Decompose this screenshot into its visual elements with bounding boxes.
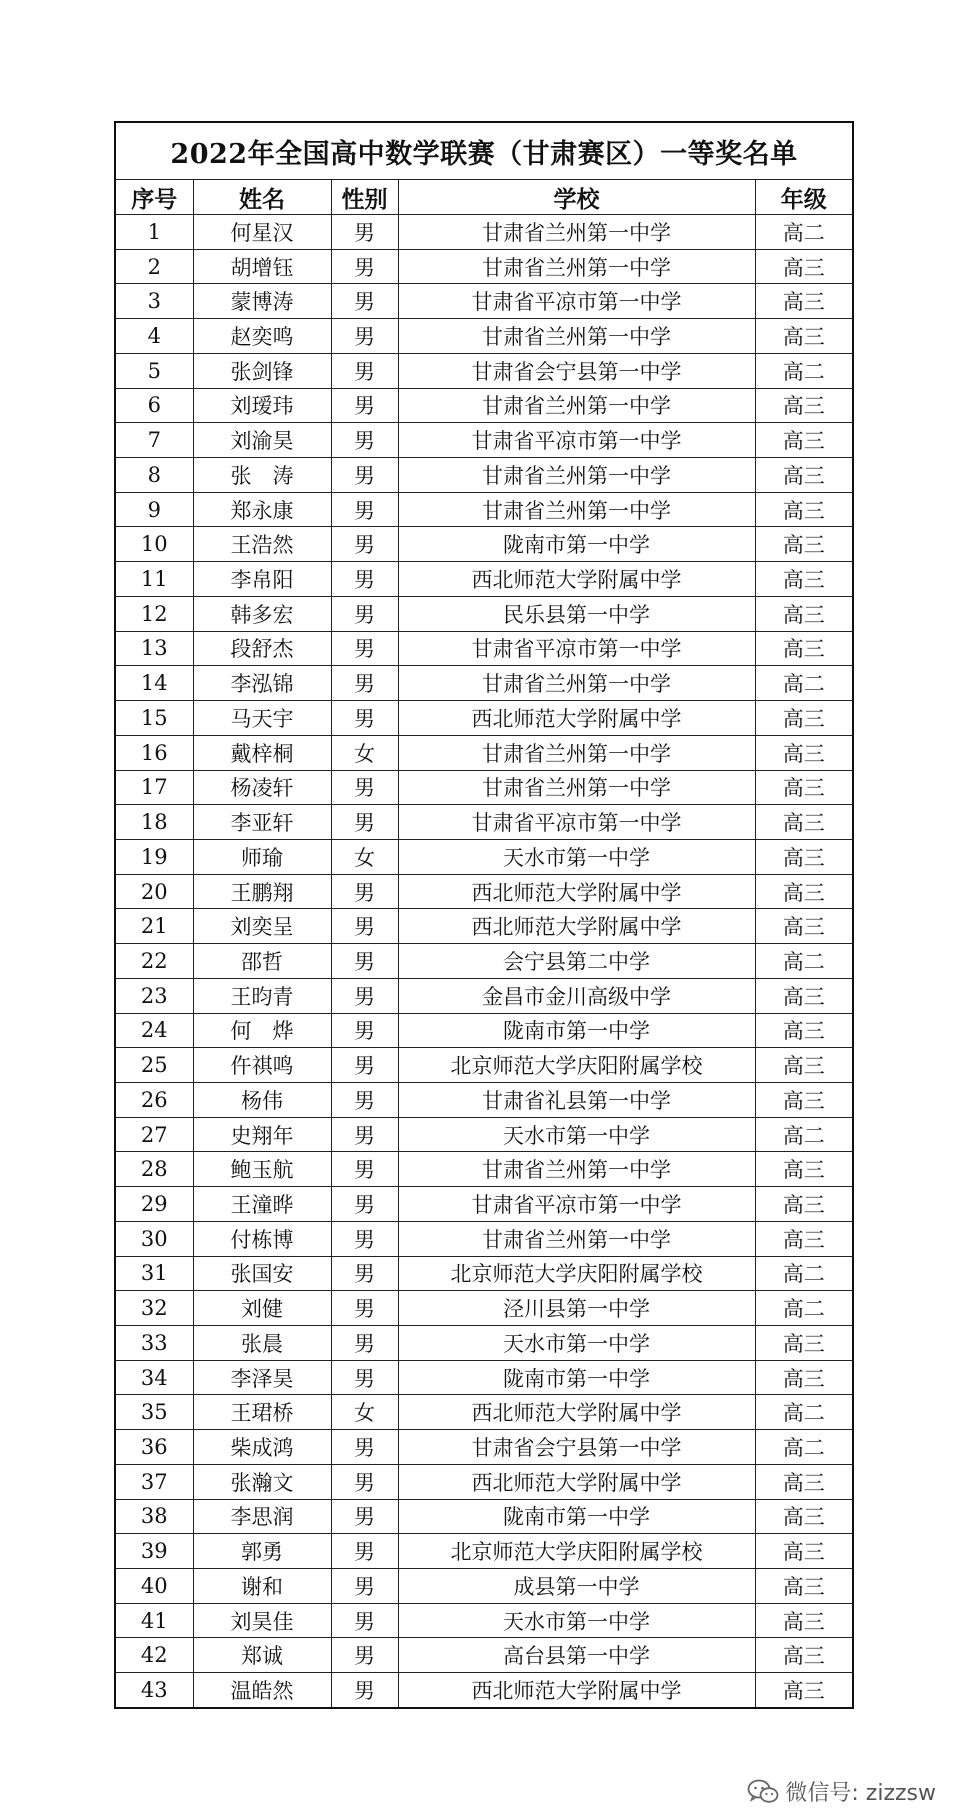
cell-index: 24: [115, 1013, 193, 1048]
cell-grade: 高三: [755, 909, 853, 944]
table-row: [115, 284, 853, 319]
cell-gender: 男: [331, 1464, 398, 1499]
cell-school: 西北师范大学附属中学: [398, 1673, 755, 1708]
cell-gender: 男: [331, 631, 398, 666]
cell-name: 刘奕呈: [193, 909, 331, 944]
cell-school: 会宁县第二中学: [398, 944, 755, 979]
table-row: [115, 1360, 853, 1395]
table-row: [115, 874, 853, 909]
cell-name: 王鹏翔: [193, 874, 331, 909]
table-row: [115, 1152, 853, 1187]
cell-school: 甘肃省兰州第一中学: [398, 1221, 755, 1256]
cell-school: 天水市第一中学: [398, 839, 755, 874]
cell-index: 21: [115, 909, 193, 944]
cell-index: 34: [115, 1360, 193, 1395]
cell-index: 20: [115, 874, 193, 909]
cell-school: 甘肃省兰州第一中学: [398, 492, 755, 527]
cell-school: 西北师范大学附属中学: [398, 701, 755, 736]
title-row: [115, 122, 853, 180]
table-row: [115, 1395, 853, 1430]
cell-index: 30: [115, 1221, 193, 1256]
cell-grade: 高二: [755, 215, 853, 250]
cell-gender: 男: [331, 1048, 398, 1083]
table-row: [115, 596, 853, 631]
cell-school: 甘肃省兰州第一中学: [398, 770, 755, 805]
cell-name: 张国安: [193, 1256, 331, 1291]
watermark: [747, 1776, 936, 1807]
cell-name: 谢和: [193, 1569, 331, 1604]
table-row: [115, 1221, 853, 1256]
cell-gender: 女: [331, 735, 398, 770]
cell-gender: 男: [331, 492, 398, 527]
cell-name: 郑诚: [193, 1638, 331, 1673]
cell-grade: 高三: [755, 701, 853, 736]
table-row: [115, 1048, 853, 1083]
cell-name: 张晨: [193, 1326, 331, 1361]
cell-name: 李泓锦: [193, 666, 331, 701]
cell-name: 李帛阳: [193, 562, 331, 597]
cell-name: 杨伟: [193, 1082, 331, 1117]
table-row: [115, 1430, 853, 1465]
cell-index: 9: [115, 492, 193, 527]
cell-index: 35: [115, 1395, 193, 1430]
cell-school: 甘肃省兰州第一中学: [398, 666, 755, 701]
cell-index: 38: [115, 1499, 193, 1534]
cell-grade: 高三: [755, 805, 853, 840]
cell-name: 张剑锋: [193, 353, 331, 388]
wechat-icon: [747, 1779, 779, 1805]
cell-gender: 男: [331, 1221, 398, 1256]
cell-gender: 男: [331, 1291, 398, 1326]
cell-grade: 高二: [755, 1291, 853, 1326]
cell-school: 甘肃省兰州第一中学: [398, 735, 755, 770]
cell-name: 师瑜: [193, 839, 331, 874]
cell-index: 6: [115, 388, 193, 423]
header-index: 序号: [115, 180, 193, 215]
cell-gender: 男: [331, 215, 398, 250]
cell-school: 甘肃省礼县第一中学: [398, 1082, 755, 1117]
table-row: [115, 735, 853, 770]
cell-school: 天水市第一中学: [398, 1326, 755, 1361]
cell-index: 3: [115, 284, 193, 319]
cell-gender: 男: [331, 249, 398, 284]
cell-grade: 高三: [755, 631, 853, 666]
cell-grade: 高三: [755, 527, 853, 562]
cell-index: 7: [115, 423, 193, 458]
cell-grade: 高三: [755, 1569, 853, 1604]
cell-name: 何 烨: [193, 1013, 331, 1048]
cell-school: 陇南市第一中学: [398, 527, 755, 562]
table-row: [115, 944, 853, 979]
cell-gender: 男: [331, 423, 398, 458]
cell-school: 西北师范大学附属中学: [398, 909, 755, 944]
cell-grade: 高三: [755, 1013, 853, 1048]
cell-grade: 高二: [755, 353, 853, 388]
cell-gender: 男: [331, 1117, 398, 1152]
cell-name: 王珺桥: [193, 1395, 331, 1430]
cell-index: 5: [115, 353, 193, 388]
cell-name: 王潼晔: [193, 1187, 331, 1222]
cell-name: 付栋博: [193, 1221, 331, 1256]
cell-school: 北京师范大学庆阳附属学校: [398, 1048, 755, 1083]
cell-index: 10: [115, 527, 193, 562]
cell-grade: 高三: [755, 1221, 853, 1256]
table-row: [115, 458, 853, 493]
table-row: [115, 1187, 853, 1222]
cell-name: 鲍玉航: [193, 1152, 331, 1187]
cell-index: 14: [115, 666, 193, 701]
cell-school: 成县第一中学: [398, 1569, 755, 1604]
cell-grade: 高三: [755, 735, 853, 770]
table-row: [115, 701, 853, 736]
cell-school: 甘肃省兰州第一中学: [398, 1152, 755, 1187]
table-row: [115, 388, 853, 423]
cell-name: 张 涛: [193, 458, 331, 493]
cell-school: 甘肃省兰州第一中学: [398, 249, 755, 284]
cell-name: 张瀚文: [193, 1464, 331, 1499]
cell-index: 8: [115, 458, 193, 493]
cell-index: 22: [115, 944, 193, 979]
table-row: [115, 770, 853, 805]
cell-school: 陇南市第一中学: [398, 1360, 755, 1395]
cell-gender: 男: [331, 770, 398, 805]
cell-grade: 高三: [755, 1499, 853, 1534]
cell-index: 29: [115, 1187, 193, 1222]
cell-gender: 男: [331, 666, 398, 701]
table-row: [115, 423, 853, 458]
cell-grade: 高三: [755, 1360, 853, 1395]
cell-school: 陇南市第一中学: [398, 1013, 755, 1048]
table-row: [115, 527, 853, 562]
cell-index: 11: [115, 562, 193, 597]
cell-name: 邵哲: [193, 944, 331, 979]
cell-gender: 男: [331, 1013, 398, 1048]
cell-gender: 男: [331, 458, 398, 493]
table-row: [115, 839, 853, 874]
cell-grade: 高三: [755, 1187, 853, 1222]
cell-grade: 高二: [755, 1395, 853, 1430]
table-row: [115, 1117, 853, 1152]
cell-grade: 高三: [755, 388, 853, 423]
cell-gender: 男: [331, 1673, 398, 1708]
cell-grade: 高二: [755, 666, 853, 701]
cell-grade: 高三: [755, 596, 853, 631]
cell-index: 33: [115, 1326, 193, 1361]
cell-name: 胡增钰: [193, 249, 331, 284]
cell-grade: 高三: [755, 1152, 853, 1187]
watermark-text: 微信号: zizzsw: [785, 1781, 936, 1806]
cell-gender: 男: [331, 353, 398, 388]
cell-index: 2: [115, 249, 193, 284]
cell-grade: 高三: [755, 839, 853, 874]
cell-gender: 男: [331, 1603, 398, 1638]
cell-name: 郑永康: [193, 492, 331, 527]
cell-school: 甘肃省平凉市第一中学: [398, 1187, 755, 1222]
cell-grade: 高三: [755, 492, 853, 527]
cell-gender: 男: [331, 1499, 398, 1534]
cell-name: 郭勇: [193, 1534, 331, 1569]
table-row: [115, 631, 853, 666]
cell-grade: 高三: [755, 874, 853, 909]
cell-grade: 高二: [755, 1430, 853, 1465]
cell-grade: 高三: [755, 249, 853, 284]
table-row: [115, 1603, 853, 1638]
cell-school: 泾川县第一中学: [398, 1291, 755, 1326]
cell-gender: 男: [331, 1430, 398, 1465]
cell-grade: 高三: [755, 1534, 853, 1569]
cell-grade: 高三: [755, 1603, 853, 1638]
cell-grade: 高二: [755, 1117, 853, 1152]
cell-grade: 高三: [755, 1082, 853, 1117]
table-row: [115, 1326, 853, 1361]
cell-name: 温皓然: [193, 1673, 331, 1708]
cell-school: 甘肃省兰州第一中学: [398, 215, 755, 250]
cell-index: 27: [115, 1117, 193, 1152]
cell-index: 23: [115, 978, 193, 1013]
cell-index: 39: [115, 1534, 193, 1569]
cell-grade: 高三: [755, 1673, 853, 1708]
cell-grade: 高三: [755, 562, 853, 597]
cell-school: 民乐县第一中学: [398, 596, 755, 631]
header-name: 姓名: [193, 180, 331, 215]
cell-name: 刘瑷玮: [193, 388, 331, 423]
cell-school: 甘肃省平凉市第一中学: [398, 805, 755, 840]
cell-gender: 男: [331, 562, 398, 597]
header-grade: 年级: [755, 180, 853, 215]
cell-gender: 男: [331, 1569, 398, 1604]
table-row: [115, 1673, 853, 1708]
cell-school: 高台县第一中学: [398, 1638, 755, 1673]
cell-name: 何星汉: [193, 215, 331, 250]
cell-gender: 男: [331, 874, 398, 909]
cell-gender: 男: [331, 944, 398, 979]
cell-gender: 男: [331, 1082, 398, 1117]
cell-gender: 女: [331, 1395, 398, 1430]
cell-gender: 男: [331, 319, 398, 354]
cell-name: 段舒杰: [193, 631, 331, 666]
cell-school: 北京师范大学庆阳附属学校: [398, 1534, 755, 1569]
cell-index: 28: [115, 1152, 193, 1187]
cell-index: 42: [115, 1638, 193, 1673]
cell-school: 陇南市第一中学: [398, 1499, 755, 1534]
cell-gender: 男: [331, 1187, 398, 1222]
cell-school: 天水市第一中学: [398, 1603, 755, 1638]
table-row: [115, 562, 853, 597]
table-row: [115, 909, 853, 944]
cell-index: 17: [115, 770, 193, 805]
cell-index: 36: [115, 1430, 193, 1465]
table-row: [115, 1499, 853, 1534]
cell-index: 41: [115, 1603, 193, 1638]
cell-grade: 高三: [755, 978, 853, 1013]
cell-gender: 男: [331, 596, 398, 631]
cell-name: 柴成鸿: [193, 1430, 331, 1465]
cell-index: 15: [115, 701, 193, 736]
cell-grade: 高三: [755, 1464, 853, 1499]
cell-index: 31: [115, 1256, 193, 1291]
cell-gender: 男: [331, 978, 398, 1013]
cell-name: 刘渝昊: [193, 423, 331, 458]
header-gender: 性别: [331, 180, 398, 215]
cell-index: 40: [115, 1569, 193, 1604]
table-row: [115, 249, 853, 284]
cell-school: 甘肃省会宁县第一中学: [398, 353, 755, 388]
cell-index: 25: [115, 1048, 193, 1083]
cell-name: 王昀青: [193, 978, 331, 1013]
cell-index: 4: [115, 319, 193, 354]
table-row: [115, 1291, 853, 1326]
cell-name: 蒙博涛: [193, 284, 331, 319]
cell-gender: 男: [331, 1256, 398, 1291]
table-row: [115, 319, 853, 354]
cell-gender: 男: [331, 1360, 398, 1395]
cell-gender: 男: [331, 527, 398, 562]
cell-gender: 男: [331, 1326, 398, 1361]
cell-name: 李泽昊: [193, 1360, 331, 1395]
cell-grade: 高三: [755, 284, 853, 319]
cell-index: 18: [115, 805, 193, 840]
cell-school: 甘肃省兰州第一中学: [398, 319, 755, 354]
cell-gender: 男: [331, 284, 398, 319]
cell-school: 西北师范大学附属中学: [398, 874, 755, 909]
cell-gender: 男: [331, 1638, 398, 1673]
cell-name: 韩多宏: [193, 596, 331, 631]
cell-grade: 高二: [755, 1256, 853, 1291]
cell-name: 赵奕鸣: [193, 319, 331, 354]
cell-school: 甘肃省平凉市第一中学: [398, 631, 755, 666]
cell-index: 13: [115, 631, 193, 666]
table-row: [115, 215, 853, 250]
cell-grade: 高三: [755, 458, 853, 493]
cell-grade: 高三: [755, 1048, 853, 1083]
cell-name: 刘昊佳: [193, 1603, 331, 1638]
award-table: [114, 121, 854, 1709]
cell-gender: 男: [331, 701, 398, 736]
cell-index: 32: [115, 1291, 193, 1326]
cell-gender: 女: [331, 839, 398, 874]
cell-grade: 高三: [755, 770, 853, 805]
cell-name: 马天宇: [193, 701, 331, 736]
table-title: 2022年全国高中数学联赛（甘肃赛区）一等奖名单: [115, 122, 853, 180]
cell-name: 杨凌轩: [193, 770, 331, 805]
table-row: [115, 1256, 853, 1291]
table-row: [115, 353, 853, 388]
cell-name: 史翔年: [193, 1117, 331, 1152]
cell-school: 西北师范大学附属中学: [398, 562, 755, 597]
cell-name: 王浩然: [193, 527, 331, 562]
table-row: [115, 1013, 853, 1048]
cell-school: 西北师范大学附属中学: [398, 1464, 755, 1499]
cell-index: 43: [115, 1673, 193, 1708]
table-row: [115, 666, 853, 701]
cell-grade: 高三: [755, 319, 853, 354]
cell-index: 26: [115, 1082, 193, 1117]
cell-index: 19: [115, 839, 193, 874]
table-row: [115, 1638, 853, 1673]
table-row: [115, 1082, 853, 1117]
table-row: [115, 1534, 853, 1569]
cell-school: 甘肃省兰州第一中学: [398, 458, 755, 493]
cell-gender: 男: [331, 388, 398, 423]
cell-name: 戴梓桐: [193, 735, 331, 770]
table-row: [115, 1464, 853, 1499]
table-row: [115, 492, 853, 527]
cell-gender: 男: [331, 909, 398, 944]
cell-school: 金昌市金川高级中学: [398, 978, 755, 1013]
table-row: [115, 978, 853, 1013]
table-row: [115, 1569, 853, 1604]
cell-grade: 高二: [755, 944, 853, 979]
cell-school: 甘肃省平凉市第一中学: [398, 284, 755, 319]
cell-grade: 高三: [755, 1326, 853, 1361]
cell-gender: 男: [331, 1534, 398, 1569]
cell-school: 甘肃省平凉市第一中学: [398, 423, 755, 458]
cell-name: 李亚轩: [193, 805, 331, 840]
cell-index: 37: [115, 1464, 193, 1499]
cell-school: 天水市第一中学: [398, 1117, 755, 1152]
cell-index: 12: [115, 596, 193, 631]
cell-name: 李思润: [193, 1499, 331, 1534]
cell-school: 北京师范大学庆阳附属学校: [398, 1256, 755, 1291]
cell-grade: 高三: [755, 1638, 853, 1673]
cell-gender: 男: [331, 805, 398, 840]
header-row: [115, 180, 853, 215]
cell-grade: 高三: [755, 423, 853, 458]
cell-name: 刘健: [193, 1291, 331, 1326]
header-school: 学校: [398, 180, 755, 215]
cell-gender: 男: [331, 1152, 398, 1187]
table-row: [115, 805, 853, 840]
cell-index: 16: [115, 735, 193, 770]
cell-school: 甘肃省兰州第一中学: [398, 388, 755, 423]
cell-school: 西北师范大学附属中学: [398, 1395, 755, 1430]
cell-name: 仵祺鸣: [193, 1048, 331, 1083]
cell-school: 甘肃省会宁县第一中学: [398, 1430, 755, 1465]
cell-index: 1: [115, 215, 193, 250]
